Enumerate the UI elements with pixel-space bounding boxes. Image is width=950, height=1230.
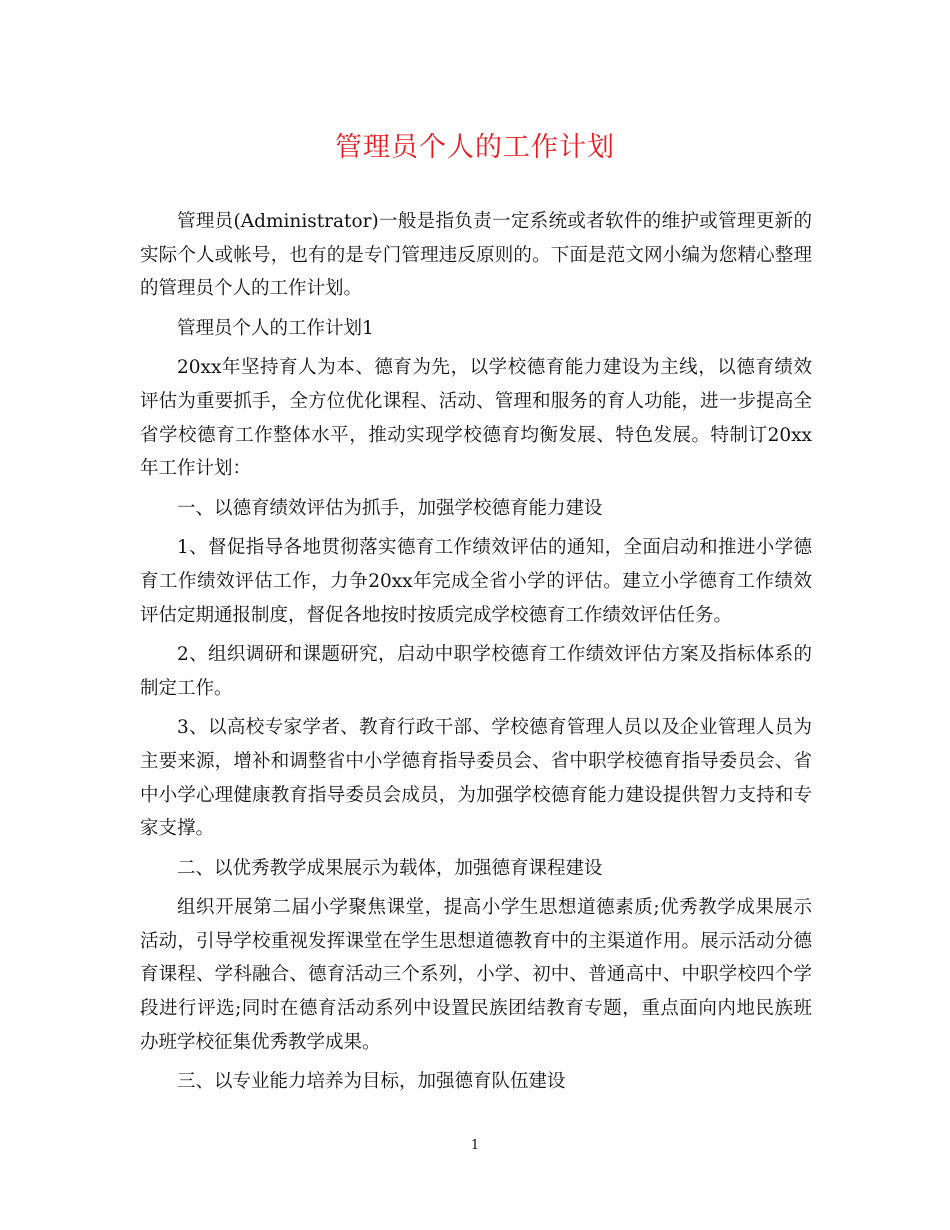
paragraph-item-3: 3、以高校专家学者、教育行政干部、学校德育管理人员以及企业管理人员为主要来源，增补和调整省中小学德育指导委员会、省中职学校德育指导委员会、省中小学心理健康教育指导委员会成员，为加强学校德育能力建设提供智力支持和专家支撑。 xyxy=(140,717,812,840)
section-heading-3: 三、以专业能力培养为目标，加强德育队伍建设 xyxy=(177,1071,566,1093)
paragraph-item-2: 2、组织调研和课题研究，启动中职学校德育工作绩效评估方案及指标体系的制定工作。 xyxy=(140,644,812,699)
page-number: 1 xyxy=(470,1138,480,1153)
document-body xyxy=(140,205,812,1105)
document-title: 管理员个人的工作计划 xyxy=(335,132,615,163)
paragraph-item-1: 1、督促指导各地贯彻落实德育工作绩效评估的通知，全面启动和推进小学德育工作绩效评估工作，力争20xx年完成全省小学的评估。建立小学德育工作绩效评估定期通报制度，督促各地按时按质完成学校德育工作绩效评估任务。 xyxy=(140,537,812,626)
paragraph-intro: 管理员(Administrator)一般是指负责一定系统或者软件的维护或管理更新的实际个人或帐号，也有的是专门管理违反原则的。下面是范文网小编为您精心整理的管理员个人的工作计划。 xyxy=(140,211,812,300)
paragraph-plan-overview: 20xx年坚持育人为本、德育为先，以学校德育能力建设为主线，以德育绩效评估为重要抓手，全方位优化课程、活动、管理和服务的育人功能，进一步提高全省学校德育工作整体水平，推动实现学校德育均衡发展、特色发展。特制订20xx年工作计划： xyxy=(140,357,812,480)
section-heading-2: 二、以优秀教学成果展示为载体，加强德育课程建设 xyxy=(177,857,603,879)
paragraph-plan-heading: 管理员个人的工作计划1 xyxy=(177,317,374,339)
paragraph-section-2: 组织开展第二届小学聚焦课堂，提高小学生思想道德素质;优秀教学成果展示活动，引导学校重视发挥课堂在学生思想道德教育中的主渠道作用。展示活动分德育课程、学科融合、德育活动三个系列，小学、初中、普通高中、中职学校四个学段进行评选;同时在德育活动系列中设置民族团结教育专题，重点面向内地民族班办班学校征集优秀教学成果。 xyxy=(140,897,812,1053)
section-heading-1: 一、以德育绩效评估为抓手，加强学校德育能力建设 xyxy=(177,497,603,519)
